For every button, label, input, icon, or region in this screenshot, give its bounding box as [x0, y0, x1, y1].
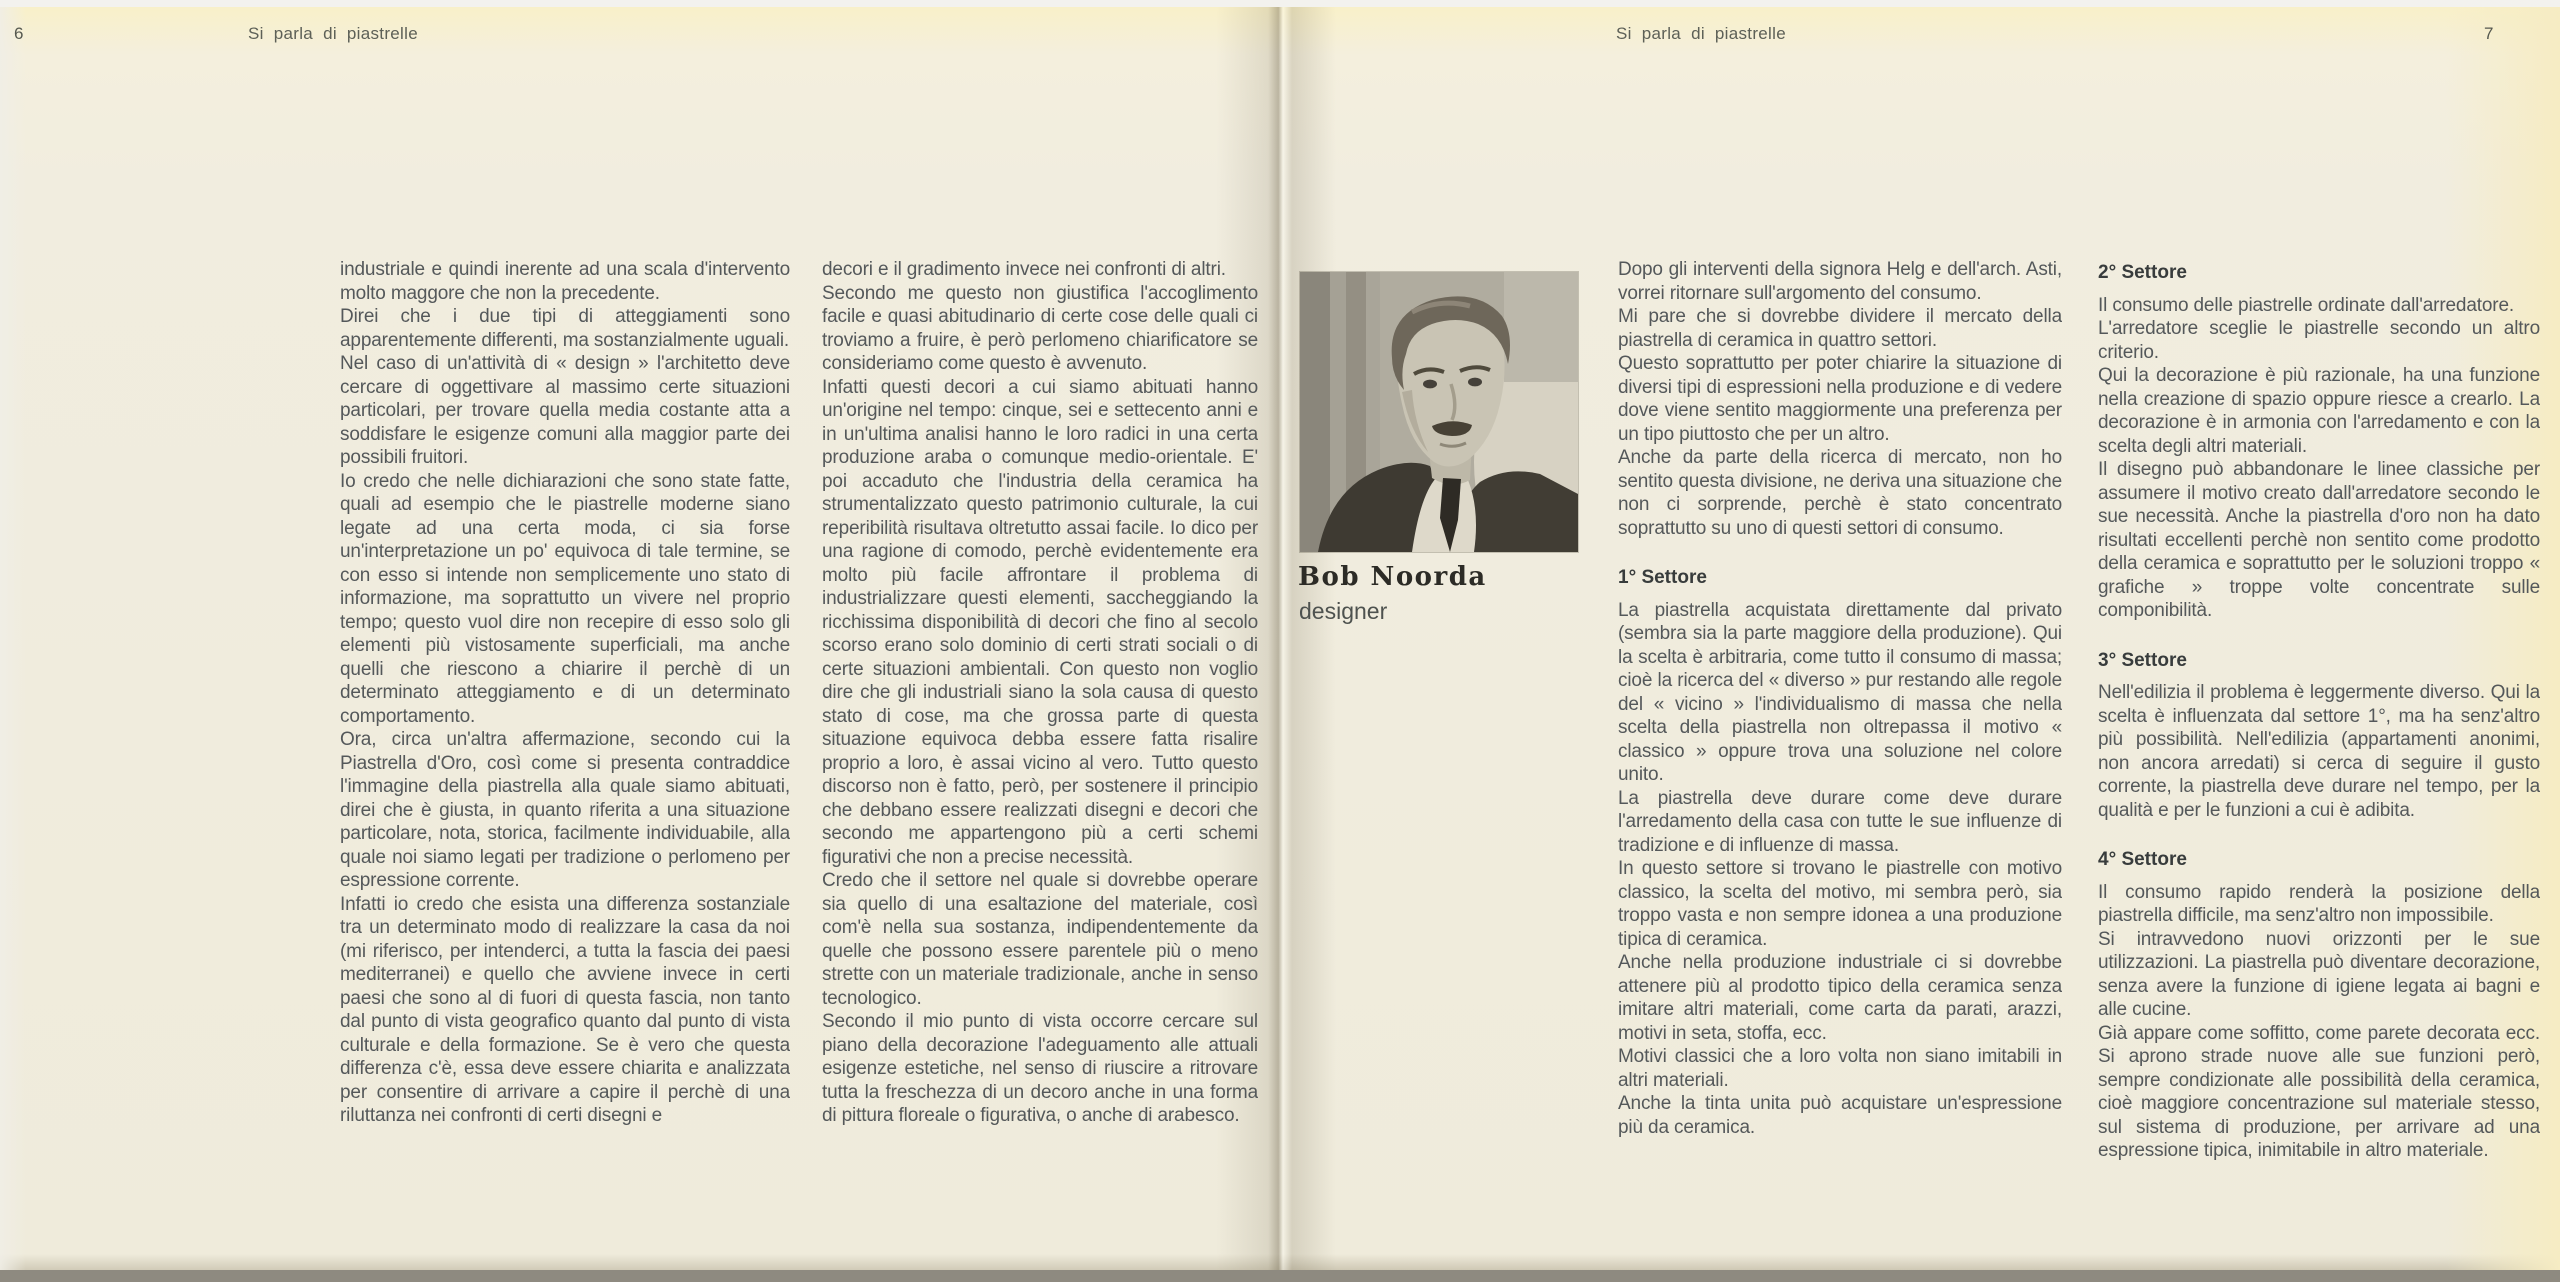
paragraph: Ora, circa un'altra affermazione, secondo cui la Piastrella d'Oro, così come si presenta contraddice l'immagine della piastrella alla quale siamo abituati, direi che è giusta, in quanto riferita a una situazione particolare, nota, storica, facilmente individuabile, alla quale noi siamo legati per tradizione o perlomeno per espressione corrente. [340, 729, 790, 891]
paragraph: Infatti io credo che esista una differenza sostanziale tra un determinato modo di realizzare la casa da noi (mi riferisco, per intenderci, a tutta la fascia dei paesi mediterranei) e quello che avviene invece in certi paesi che sono al di fuori di questa fascia, non tanto dal punto di vista geografico quanto dal punto di vista culturale e della formazione. Se è vero che questa differenza c'è, essa deve essere chiarita e analizzata per consentire di arrivare a capire il perchè di una riluttanza nei confronti di certi disegni e [340, 893, 790, 1126]
paragraph: La piastrella deve durare come deve durare l'arredamento della casa con tutte le sue influenze di tradizione e di influenze di massa. [1618, 787, 2062, 856]
paragraph: Nel caso di un'attività di « design » l'architetto deve cercare di oggettivare al massimo certe situazioni particolari, per trovare quella media costante atta a soddisfare le esigenze comuni alla maggior parte dei possibili fruitori. [340, 353, 790, 468]
section-heading-settore-1: 1° Settore [1618, 567, 1707, 588]
section-heading-settore-3: 3° Settore [2098, 649, 2187, 671]
paragraph: Secondo me questo non giustifica l'accoglimento facile e quasi abitudinario di certe cose delle quali ci troviamo a fruire, è però perlomeno chiarificatore se consideriamo come questo è avvenuto. [822, 282, 1258, 374]
page-number-right: 7 [2484, 24, 2494, 43]
paragraph: Credo che il settore nel quale si dovrebbe operare sia quello di una esaltazione del materiale, così com'è nella sua sostanza, indipendentemente da quelle che possono essere parentele più o meno strette con un materiale tradizionale, anche in senso tecnologico. [822, 870, 1258, 1009]
running-head-right: Si parla di piastrelle [1616, 24, 1786, 43]
paragraph: Il consumo delle piastrelle ordinate dall'arredatore. [2098, 294, 2515, 316]
paragraph: Questo soprattutto per poter chiarire la situazione di diversi tipi di espressioni nella produzione e di vedere dove viene sentito maggiormente una preferenza per un tipo piuttosto che per un altro. [1618, 353, 2062, 445]
paragraph: industriale e quindi inerente ad una scala d'intervento molto maggore che non la precedente. [340, 259, 790, 304]
paragraph: Il disegno può abbandonare le linee classiche per assumere il motivo creato dall'arredatore secondo le sue necessità. Anche la piastrella d'oro non ha dato risultati eccellenti perchè non sentito come prodotto della ceramica e soprattutto per le soluzioni troppo « grafiche » troppe volte concentrate sulle componibilità. [2098, 459, 2540, 621]
paragraph: Già appare come soffitto, come parete decorata ecc. Si aprono strade nuove alle sue funzioni però, sempre condizionate alle possibilità della ceramica, cioè maggiore concentrazione sul materiale stesso, sul sistema di produzione, per arrivare ad una espressione tipica, inimitabile in altro materiale. [2098, 1022, 2540, 1161]
running-head-left: Si parla di piastrelle [248, 24, 418, 43]
page-left [0, 0, 1278, 1270]
paragraph: Anche da parte della ricerca di mercato, non ho sentito questa divisione, ne deriva una situazione che non ci sorprende, perchè è stato concentrato soprattutto su uno di questi settori di consumo. [1618, 447, 2062, 539]
paragraph: Anche nella produzione industriale ci si dovrebbe attenere più al prodotto tipico della ceramica senza imitare altri materiali, come carta da parati, arazzi, motivi in seta, stoffa, ecc. [1618, 952, 2062, 1044]
scan-top-edge [0, 0, 2560, 7]
paragraph: L'arredatore sceglie le piastrelle secondo un altro criterio. [2098, 318, 2540, 363]
photo-caption-role: designer [1299, 598, 1388, 624]
paragraph: In questo settore si trovano le piastrelle con motivo classico, la scelta del motivo, mi sembra però, sia troppo vasta e non sempre idonea a una produzione tipica di ceramica. [1618, 858, 2062, 950]
paragraph: Il consumo rapido renderà la posizione della piastrella difficile, ma senz'altro non impossibile. [2098, 881, 2540, 926]
paragraph: Direi che i due tipi di atteggiamenti sono apparentemente differenti, ma sostanzialmente uguali. [340, 306, 790, 351]
paragraph: Qui la decorazione è più razionale, ha una funzione nella creazione di spazio oppure riesce a crearlo. La decorazione è in armonia con l'arredamento e con la scelta degli altri materiali. [2098, 365, 2540, 457]
page-right [1278, 0, 2560, 1270]
paragraph: Mi pare che si dovrebbe dividere il mercato della piastrella di ceramica in quattro settori. [1618, 306, 2062, 351]
paragraph: La piastrella acquistata direttamente dal privato (sembra sia la parte maggiore della produzione). Qui la scelta è arbitraria, come tutto il consumo di massa; cioè la ricerca del « diverso » pur restando alle regole del « vicino » l'individualismo di massa che nella scelta della piastrella non oltrepassa il motivo « classico » oppure trova una soluzione nel colore unito. [1618, 599, 2062, 785]
paragraph: Io credo che nelle dichiarazioni che sono state fatte, quali ad esempio che le piastrelle moderne siano legate ad una certa moda, ci sia forse un'interpretazione un po' equivoca di tale termine, se con esso si intende non semplicemente uno stato di informazione, ma soprattutto un vivere nel proprio tempo; questo vuol dire non recepire di esso solo gli elementi più vistosamente superficiali, ma anche quelli che riescono a chiarire il perchè di un determinato atteggiamento e di un determinato comportamento. [340, 470, 790, 727]
right-page-column-2 [2098, 258, 2540, 1163]
paragraph: Nell'edilizia il problema è leggermente diverso. Qui la scelta è influenzata dal settore 1°, ma ha senz'altro più possibilità. Nell'edilizia (appartamenti anonimi, non ancora arredati) si cerca di seguire il gusto corrente, la piastrella deve durare nel tempo, per la qualità e per le funzioni a cui è adibita. [2098, 682, 2540, 821]
left-page-column-2 [822, 258, 1258, 1128]
paragraph: Dopo gli interventi della signora Helg e dell'arch. Asti, vorrei ritornare sull'argomento del consumo. [1618, 259, 2062, 304]
page-number-left: 6 [14, 24, 24, 43]
paragraph: Anche la tinta unita può acquistare un'espressione più da ceramica. [1618, 1093, 2062, 1138]
portrait-photo-bob-noorda [1300, 272, 1578, 552]
paragraph: Infatti questi decori a cui siamo abituati hanno un'origine nel tempo: cinque, sei e settecento anni e in un'ultima analisi hanno le loro radici in una certa produzione araba o comunque medio-orientale. E' poi accaduto che l'industria della ceramica ha strumentalizzato questo patrimonio culturale, la cui reperibilità risultava oltretutto assai facile. Io dico per una ragione di comodo, perchè evidentemente era molto più facile affrontare il problema di industrializzare questi elementi, saccheggiando la ricchissima disponibilità di decori che fino al secolo scorso erano solo dominio di certi strati sociali o di certe situazioni ambientali. Con questo non voglio dire che gli industriali siano la sola causa di questo stato di cose, ma che grossa parte di questa situazione equivoca debba essere fatta risalire proprio a loro, è assai vicino al vero. Tutto questo discorso non è fatto, però, per sostenere il principio che debbano essere realizzati disegni e decori che secondo me appartengono più a certi schemi figurativi che non a precise necessità. [822, 376, 1258, 868]
paragraph: Si intravvedono nuovi orizzonti per le sue utilizzazioni. La piastrella può diventare decorazione, senza avere la funzione di igiene legata ai bagni e alle cucine. [2098, 928, 2540, 1020]
portrait-photo-illustration [1300, 272, 1578, 552]
paragraph: Motivi classici che a loro volta non siano imitabili in altri materiali. [1618, 1046, 2062, 1091]
paragraph: Secondo il mio punto di vista occorre cercare sul piano della decorazione l'adeguamento alle attuali esigenze estetiche, nel senso di riuscire a ritrovare tutta la freschezza di un decoro anche in una forma di pittura floreale o figurativa, o anche di arabesco. [822, 1011, 1258, 1126]
photo-caption-name: Bob Noorda [1298, 562, 1487, 592]
section-heading-settore-2: 2° Settore [2098, 262, 2187, 283]
paragraph: decori e il gradimento invece nei confronti di altri. [822, 259, 1226, 280]
right-page-column-1 [1618, 258, 2062, 1139]
left-page-column-1 [340, 258, 790, 1128]
section-heading-settore-4: 4° Settore [2098, 849, 2187, 870]
